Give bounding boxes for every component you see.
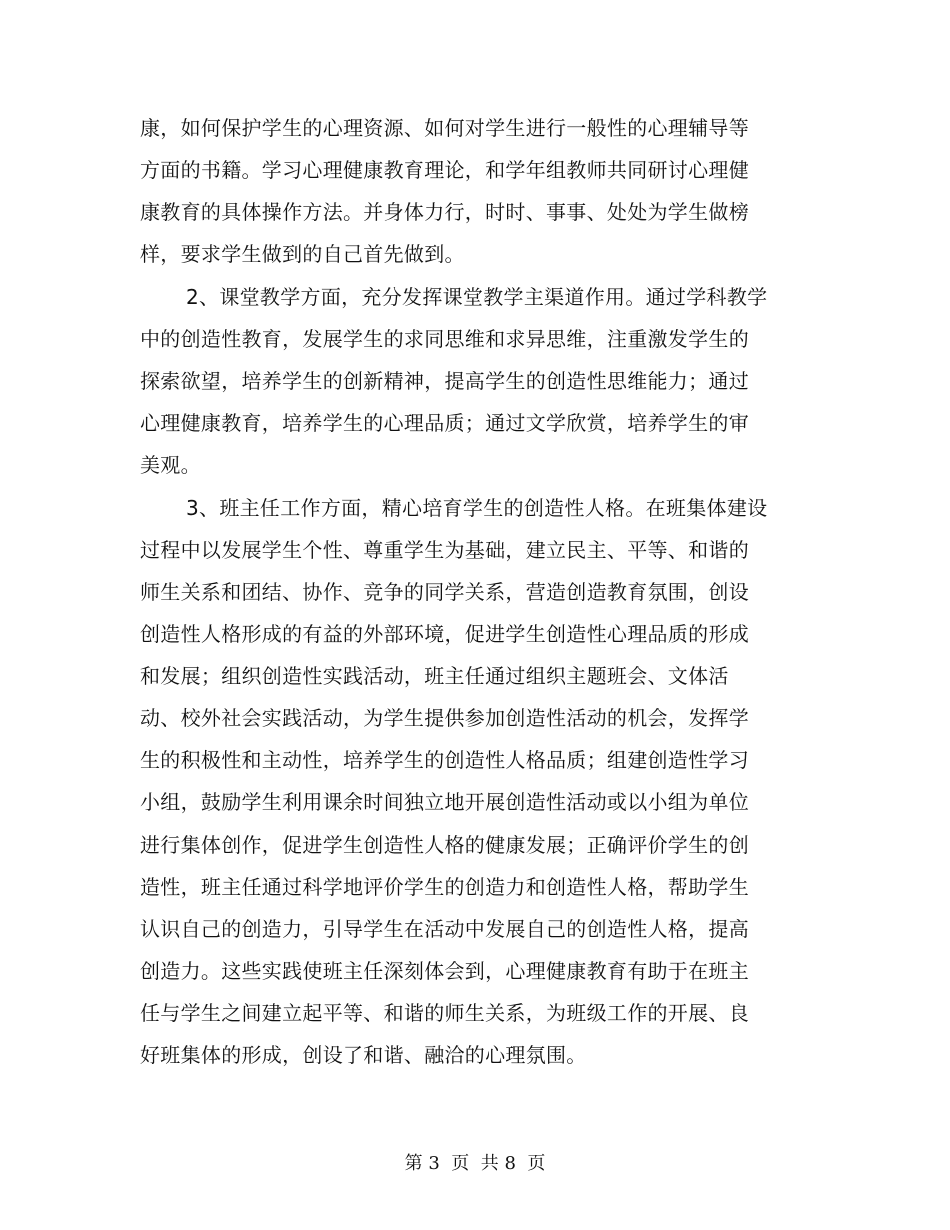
- text-line: 康教育的具体操作方法。并身体力行，时时、事事、处处为学生做榜: [140, 200, 749, 224]
- text-line: 小组，鼓励学生利用课余时间独立地开展创造性活动或以小组为单位: [140, 790, 749, 814]
- text-line: 师生关系和团结、协作、竞争的同学关系，营造创造教育氛围，创设: [140, 580, 749, 604]
- text-line: 康，如何保护学生的心理资源、如何对学生进行一般性的心理辅导等: [140, 116, 749, 140]
- text-line: 创造力。这些实践使班主任深刻体会到，心理健康教育有助于在班主: [140, 959, 749, 983]
- text-line: 心理健康教育，培养学生的心理品质；通过文学欣赏，培养学生的审: [140, 411, 749, 435]
- paragraph-2-start: 2、课堂教学方面，充分发挥课堂教学主渠道作用。通过学科教学: [186, 285, 768, 309]
- text-line: 认识自己的创造力，引导学生在活动中发展自己的创造性人格，提高: [140, 917, 749, 941]
- page-number-footer: 第 3 页 共 8 页: [404, 1153, 546, 1174]
- text-line: 创造性人格形成的有益的外部环境，促进学生创造性心理品质的形成: [140, 622, 749, 646]
- paragraph-3-start: 3、班主任工作方面，精心培育学生的创造性人格。在班集体建设: [186, 496, 768, 520]
- text-line: 样，要求学生做到的自己首先做到。: [140, 242, 465, 266]
- text-line: 探索欲望，培养学生的创新精神，提高学生的创造性思维能力；通过: [140, 369, 749, 393]
- text-line: 中的创造性教育，发展学生的求同思维和求异思维，注重激发学生的: [140, 327, 749, 351]
- text-line: 好班集体的形成，创设了和谐、融洽的心理氛围。: [140, 1043, 587, 1067]
- text-line: 和发展；组织创造性实践活动，班主任通过组织主题班会、文体活: [140, 664, 729, 688]
- text-line: 生的积极性和主动性，培养学生的创造性人格品质；组建创造性学习: [140, 748, 749, 772]
- text-line: 进行集体创作，促进学生创造性人格的健康发展；正确评价学生的创: [140, 833, 749, 857]
- text-line: 美观。: [140, 453, 201, 477]
- text-line: 过程中以发展学生个性、尊重学生为基础，建立民主、平等、和谐的: [140, 538, 749, 562]
- text-line: 造性，班主任通过科学地评价学生的创造力和创造性人格，帮助学生: [140, 875, 749, 899]
- text-line: 动、校外社会实践活动，为学生提供参加创造性活动的机会，发挥学: [140, 706, 749, 730]
- text-line: 任与学生之间建立起平等、和谐的师生关系，为班级工作的开展、良: [140, 1001, 749, 1025]
- text-line: 方面的书籍。学习心理健康教育理论，和学年组教师共同研讨心理健: [140, 158, 749, 182]
